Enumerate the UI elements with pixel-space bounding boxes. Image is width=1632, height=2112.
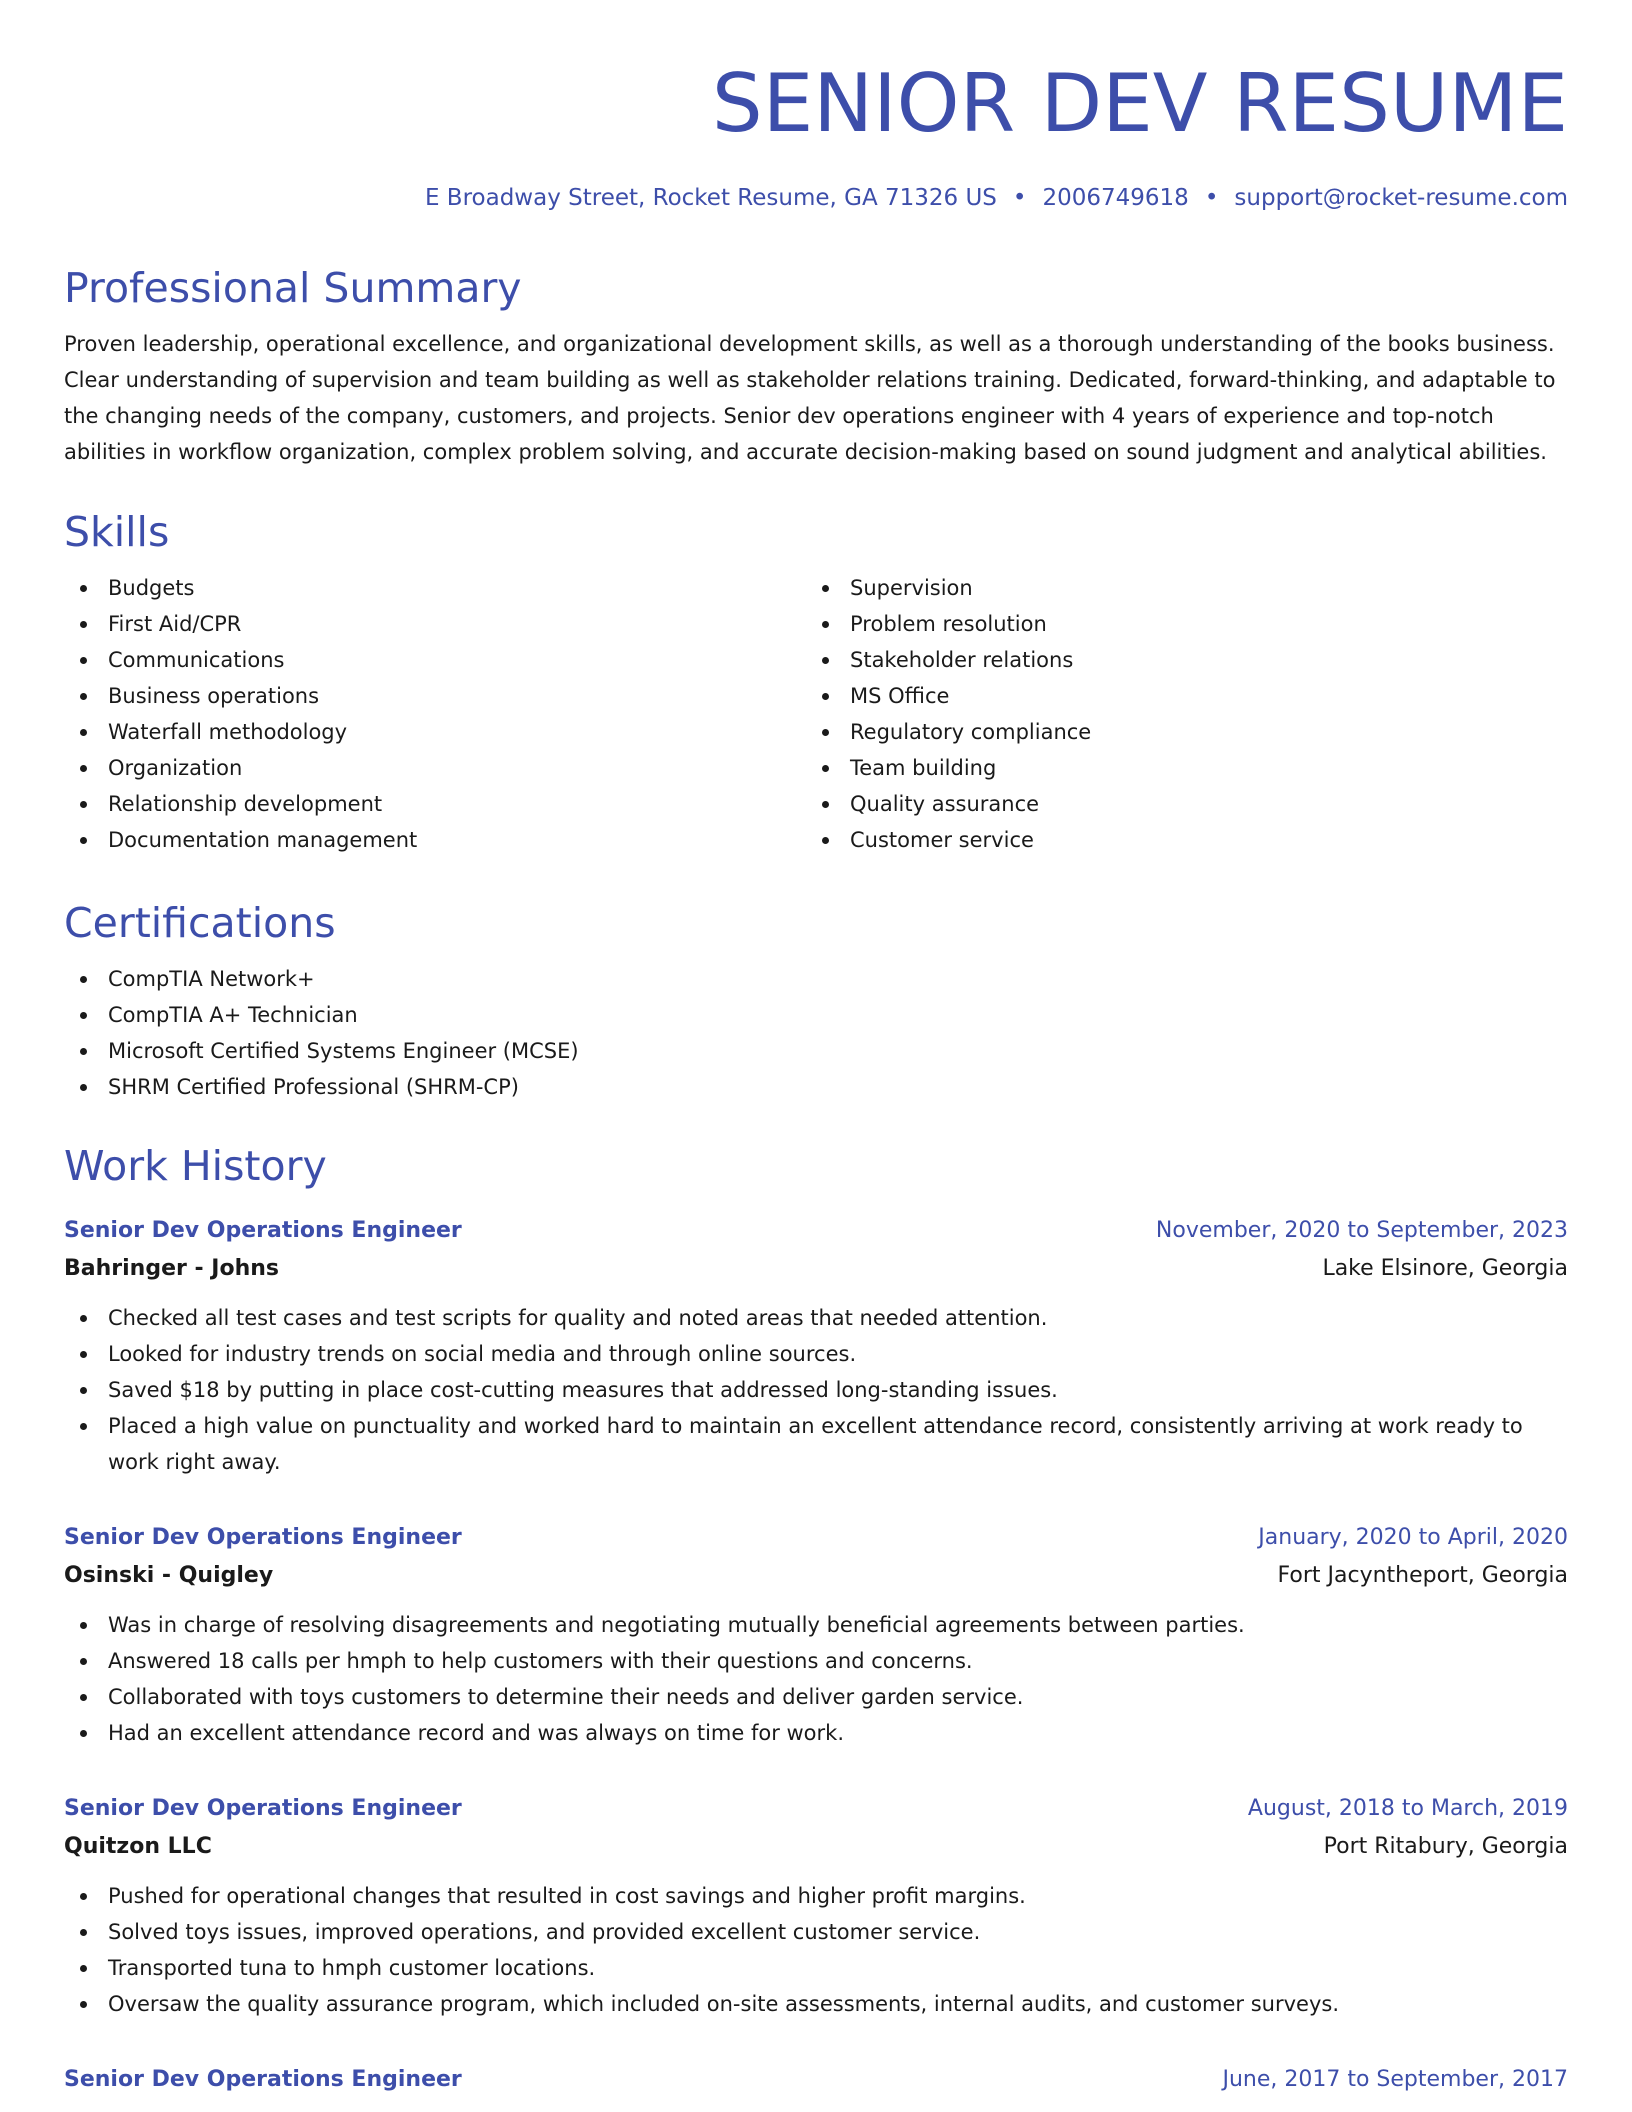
job-entry [64, 1790, 1568, 2022]
job-dates: August, 2018 to March, 2019 [1247, 1796, 1568, 1821]
job-bullet: Placed a high value on punctuality and worked hard to maintain an excellent attendance record, consistently arriving at work ready to work right away. [64, 1408, 1568, 1480]
contact-email: support@rocket-resume.com [1234, 185, 1568, 211]
job-bullet: Saved $18 by putting in place cost-cutting measures that addressed long-standing issues. [64, 1372, 1568, 1408]
job-company-row [64, 1828, 1568, 1866]
contact-separator: • [1012, 185, 1027, 211]
job-location: Lake Elsinore, Georgia [1322, 1256, 1568, 1281]
resume-title: SENIOR DEV RESUME [711, 57, 1568, 150]
certifications-heading: Certifications [64, 899, 336, 947]
summary-section [64, 262, 1568, 470]
contact-line [425, 182, 1568, 214]
job-title-row [64, 1790, 1568, 1828]
skill-item: Customer service [806, 822, 1506, 858]
job-title-row [64, 2061, 1568, 2099]
job-entry [64, 1212, 1568, 1480]
job-bullet: Collaborated with toys customers to determine their needs and deliver garden service. [64, 1679, 1568, 1715]
contact-address: E Broadway Street, Rocket Resume, GA 71326 US [424, 185, 997, 211]
job-company-row [64, 1250, 1568, 1288]
certification-item: SHRM Certified Professional (SHRM-CP) [64, 1069, 1568, 1105]
skill-item: Communications [64, 642, 764, 678]
skills-section [64, 506, 1568, 860]
job-title: Senior Dev Operations Engineer [64, 2067, 462, 2092]
job-title: Senior Dev Operations Engineer [64, 1218, 462, 1243]
skill-item: Documentation management [64, 822, 764, 858]
summary-heading: Professional Summary [64, 264, 522, 312]
job-title-row [64, 1519, 1568, 1557]
job-bullet: Pushed for operational changes that resulted in cost savings and higher profit margins. [64, 1878, 1568, 1914]
job-dates: January, 2020 to April, 2020 [1258, 1525, 1568, 1550]
job-bullets [64, 1300, 1568, 1480]
certification-item: CompTIA Network+ [64, 961, 1568, 997]
skill-item: Regulatory compliance [806, 714, 1506, 750]
skill-item: Team building [806, 750, 1506, 786]
skills-heading: Skills [64, 508, 170, 556]
job-location: Port Ritabury, Georgia [1323, 1834, 1568, 1859]
job-bullet: Had an excellent attendance record and was always on time for work. [64, 1715, 1568, 1751]
job-company: Quitzon LLC [64, 1834, 212, 1859]
contact-separator: • [1204, 185, 1219, 211]
skill-item: Business operations [64, 678, 764, 714]
skill-item: Budgets [64, 570, 764, 606]
certifications-section [64, 897, 1568, 1105]
job-company: Bahringer - Johns [64, 1256, 280, 1281]
skill-item: Problem resolution [806, 606, 1506, 642]
certifications-list [64, 961, 1568, 1105]
job-bullet: Was in charge of resolving disagreements and negotiating mutually beneficial agreements between parties. [64, 1607, 1568, 1643]
work-history-heading: Work History [64, 1142, 327, 1190]
skill-item: Organization [64, 750, 764, 786]
summary-text: Proven leadership, operational excellence, and organizational development skills, as well as a thorough understanding of the books business. Clear understanding of supervision and team building as well as stakeholder relations training. Dedicated, forward-thinking, and adaptable to the changing needs of the company, customers, and projects. Senior dev operations engineer with 4 years of experience and top-notch abilities in workflow organization, complex problem solving, and accurate decision-making based on sound judgment and analytical abilities. [64, 332, 1556, 464]
job-title: Senior Dev Operations Engineer [64, 1796, 462, 1821]
job-bullet: Oversaw the quality assurance program, which included on-site assessments, internal audits, and customer surveys. [64, 1986, 1568, 2022]
certification-item: CompTIA A+ Technician [64, 997, 1568, 1033]
contact-phone: 2006749618 [1042, 185, 1189, 211]
job-bullet: Solved toys issues, improved operations, and provided excellent customer service. [64, 1914, 1568, 1950]
job-bullet: Looked for industry trends on social media and through online sources. [64, 1336, 1568, 1372]
skill-item: Relationship development [64, 786, 764, 822]
skill-item: Stakeholder relations [806, 642, 1506, 678]
job-dates: November, 2020 to September, 2023 [1155, 1218, 1568, 1243]
job-entry [64, 1519, 1568, 1751]
skill-item: Quality assurance [806, 786, 1506, 822]
job-bullet: Transported tuna to hmph customer locations. [64, 1950, 1568, 1986]
job-company: Osinski - Quigley [64, 1563, 274, 1588]
skill-item: MS Office [806, 678, 1506, 714]
job-bullets [64, 1607, 1568, 1751]
job-dates: June, 2017 to September, 2017 [1222, 2067, 1568, 2092]
job-bullet: Answered 18 calls per hmph to help customers with their questions and concerns. [64, 1643, 1568, 1679]
certification-item: Microsoft Certified Systems Engineer (MCSE) [64, 1033, 1568, 1069]
skills-list-left [64, 570, 764, 858]
job-title-row [64, 1212, 1568, 1250]
skill-item: First Aid/CPR [64, 606, 764, 642]
job-location: Fort Jacyntheport, Georgia [1277, 1563, 1568, 1588]
skills-list-right [806, 570, 1506, 858]
skill-item: Waterfall methodology [64, 714, 764, 750]
job-entry [64, 2061, 1568, 2099]
job-company-row [64, 1557, 1568, 1595]
job-title: Senior Dev Operations Engineer [64, 1525, 462, 1550]
job-bullets [64, 1878, 1568, 2022]
skills-columns [64, 570, 1568, 860]
job-bullet: Checked all test cases and test scripts for quality and noted areas that needed attention. [64, 1300, 1568, 1336]
skill-item: Supervision [806, 570, 1506, 606]
work-history-section [64, 1140, 1568, 1192]
